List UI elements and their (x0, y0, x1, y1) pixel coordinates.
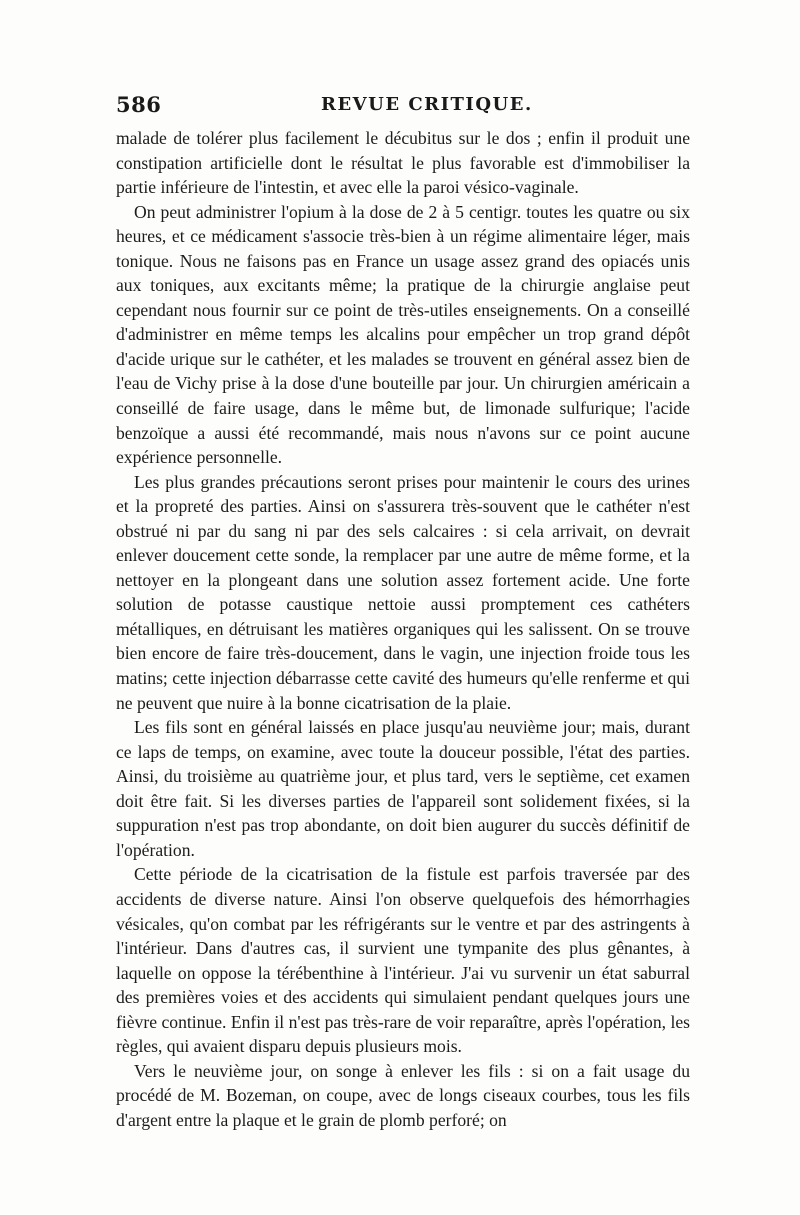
paragraph: On peut administrer l'opium à la dose de 2 à 5 centigr. toutes les quatre ou six heures, et ce médicament s'associe très-bien à un régime alimentaire léger, mais tonique. Nous ne faisons pas en France un usage assez grand des opiacés unis aux toniques, aux excitants même; la pratique de la chirurgie anglaise peut cependant nous fournir sur ce point de très-utiles enseignements. On a conseillé d'administrer en même temps les alcalins pour empêcher un trop grand dépôt d'acide urique sur le cathéter, et les malades se trouvent en général assez bien de l'eau de Vichy prise à la dose d'une bouteille par jour. Un chirurgien américain a conseillé de faire usage, dans le même but, de limonade sulfurique; l'acide benzoïque a aussi été recommandé, mais nous n'avons sur ce point aucune expérience personnelle. (116, 201, 690, 468)
running-title: REVUE CRITIQUE. (321, 94, 533, 115)
paragraph: malade de tolérer plus facilement le décubitus sur le dos ; enfin il produit une constipation artificielle dont le résultat le plus favorable est d'immobiliser la partie inférieure de l'intestin, et avec elle la paroi vésico-vaginale. (116, 128, 690, 198)
paragraph: Les fils sont en général laissés en place jusqu'au neuvième jour; mais, durant ce laps de temps, on examine, avec toute la douceur possible, l'état des parties. Ainsi, du troisième au quatrième jour, et plus tard, vers le septième, cet examen doit être fait. Si les diverses parties de l'appareil sont solidement fixées, si la suppuration n'est pas trop abondante, on doit bien augurer du succès définitif de l'opération. (116, 717, 690, 860)
page-number: 586 (116, 92, 162, 117)
body-text (116, 126, 690, 1132)
page-header (116, 92, 690, 122)
paragraph: Vers le neuvième jour, on songe à enlever les fils : si on a fait usage du procédé de M. Bozeman, on coupe, avec de longs ciseaux courbes, tous les fils d'argent entre la plaque et le grain de plomb perforé; on (116, 1060, 690, 1130)
paragraph: Cette période de la cicatrisation de la fistule est parfois traversée par des accidents de diverse nature. Ainsi l'on observe quelquefois des hémorrhagies vésicales, qu'on combat par les réfrigérants sur le ventre et par des astringents à l'intérieur. Dans d'autres cas, il survient une tympanite des plus gênantes, à laquelle on oppose la térébenthine à l'intérieur. J'ai vu survenir un état saburral des premières voies et des accidents qui simulaient pendant quelques jours une fièvre continue. Enfin il n'est pas très-rare de voir reparaître, après l'opération, les règles, qui avaient disparu depuis plusieurs mois. (116, 864, 690, 1057)
paragraph: Les plus grandes précautions seront prises pour maintenir le cours des urines et la propreté des parties. Ainsi on s'assurera très-souvent que le cathéter n'est obstrué ni par du sang ni par des sels calcaires : si cela arrivait, on devrait enlever doucement cette sonde, la remplacer par une autre de même forme, et la nettoyer en la plongeant dans une solution assez fortement acide. Une forte solution de potasse caustique nettoie aussi promptement ces cathéters métalliques, en détruisant les matières organiques qui les salissent. On se trouve bien encore de faire très-doucement, dans le vagin, une injection froide tous les matins; cette injection débarrasse cette cavité des humeurs qu'elle renferme et qui ne peuvent que nuire à la bonne cicatrisation de la plaie. (116, 471, 690, 713)
